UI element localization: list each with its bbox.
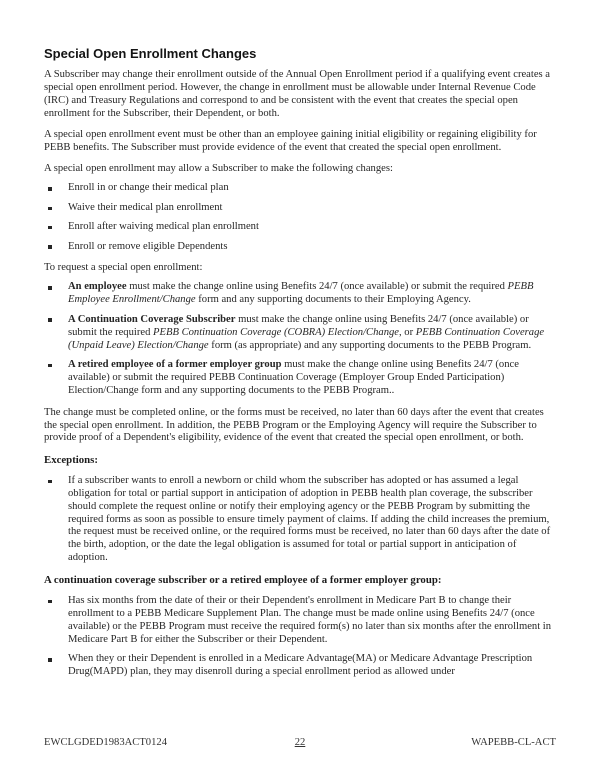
footer-form-code: WAPEBB-CL-ACT [471,737,556,748]
bold-run: A retired employee of a former employer group [68,358,282,370]
changes-lead-in: A special open enrollment may allow a Subscriber to make the following changes: [44,163,393,175]
intro-paragraph-1: A Subscriber may change their enrollment outside of the Annual Open Enrollment period if a qualifying event creates a special open enrollment period. However, the change in enrollment must be allowable under Internal Revenue Code (IRC) and Treasury Regulations and correspond to and be consistent with the event that creates the special open enrollment for the Subscriber, their Dependent, or both. [44,69,550,119]
form-name-italic: PEBB Employee Enrollment/Change [68,281,534,306]
text-run: must make the change online using Benefits 24/7 (once available) or submit the required [126,281,508,293]
form-name-italic: PEBB Continuation Coverage (COBRA) Election/Change [153,326,399,338]
continuation-heading: A continuation coverage subscriber or a retired employee of a former employer group: [44,574,442,587]
deadline-paragraph: The change must be completed online, or the forms must be received, no later than 60 days after the event that creates the special open enrollment. In addition, the PEBB Program or the Employing Agency will require the Subscriber to provide proof of a Dependent's eligibility, evidence of the event that created the special open enrollment, or both. [44,406,544,444]
exceptions-heading: Exceptions: [44,453,98,466]
bold-run: A Continuation Coverage Subscriber [68,313,236,325]
text-run: must make the change online using Benefits 24/7 (once available) or submit the required [68,313,529,338]
list-item: Has six months from the date of their or their Dependent's enrollment in Medicare Part B to change their enrollment to a PEBB Medicare Supplement Plan. The change must be made online using Benefits 24/7 (once available) or the PEBB Program must receive the required form(s) no later than six months after the enrollment in Medicare Part B for either the Subscriber or their Dependent. [44,595,556,647]
text-run: form and any supporting documents to their Employing Agency. [195,294,471,306]
list-item: If a subscriber wants to enroll a newborn or child whom the subscriber has adopted or has assumed a legal obligation for total or partial support in anticipation of adoption in PEBB health plan coverage, the subscriber should complete the request online or notify their employing agency or the PEBB Program by submitting the required forms as soon as possible to ensure timely payment of claims. If adding the child increases the premium, the request must be received online, or the required forms must be received, no later than 60 days after the date of the birth, adoption, or the date the legal obligation is assumed for total or partial support in anticipation of adoption. [44,475,556,565]
list-item: Waive their medical plan enrollment [44,202,556,215]
page-footer [44,737,556,748]
intro-paragraph-2: A special open enrollment event must be other than an employee gaining initial eligibility or regaining eligibility for PEBB benefits. The Subscriber must provide evidence of the event that created the special open enrollment. [44,129,537,154]
exceptions-list [44,475,556,565]
list-item [44,281,556,307]
form-name-italic: PEBB Continuation Coverage (Unpaid Leave) Election/Change [68,326,545,351]
changes-list [44,182,556,253]
request-list [44,281,556,397]
list-item: Enroll in or change their medical plan [44,182,556,195]
list-item [44,314,556,353]
text-run: , or [399,326,416,338]
list-item: Enroll after waiving medical plan enrollment [44,221,556,234]
list-item: Enroll or remove eligible Dependents [44,241,556,254]
request-lead-in: To request a special open enrollment: [44,262,203,274]
bold-run: An employee [68,281,127,293]
text-run: must make the change online using Benefits 24/7 (once available) or submit the required PEBB Continuation Coverage (Employer Group Ended Participation) Election/Change form and any supporting documents to the PEBB Program.. [68,358,519,396]
text-run: form (as appropriate) and any supporting documents to the PEBB Program. [208,339,532,351]
continuation-list [44,595,556,679]
list-item [44,359,556,398]
page-title: Special Open Enrollment Changes [44,46,257,61]
list-item: When they or their Dependent is enrolled in a Medicare Advantage(MA) or Medicare Advantage Prescription Drug(MAPD) plan, they may disenroll during a special enrollment period as allowed under [44,653,556,679]
footer-page-number: 22 [294,737,306,748]
footer-document-code: EWCLGDED1983ACT0124 [44,737,167,748]
